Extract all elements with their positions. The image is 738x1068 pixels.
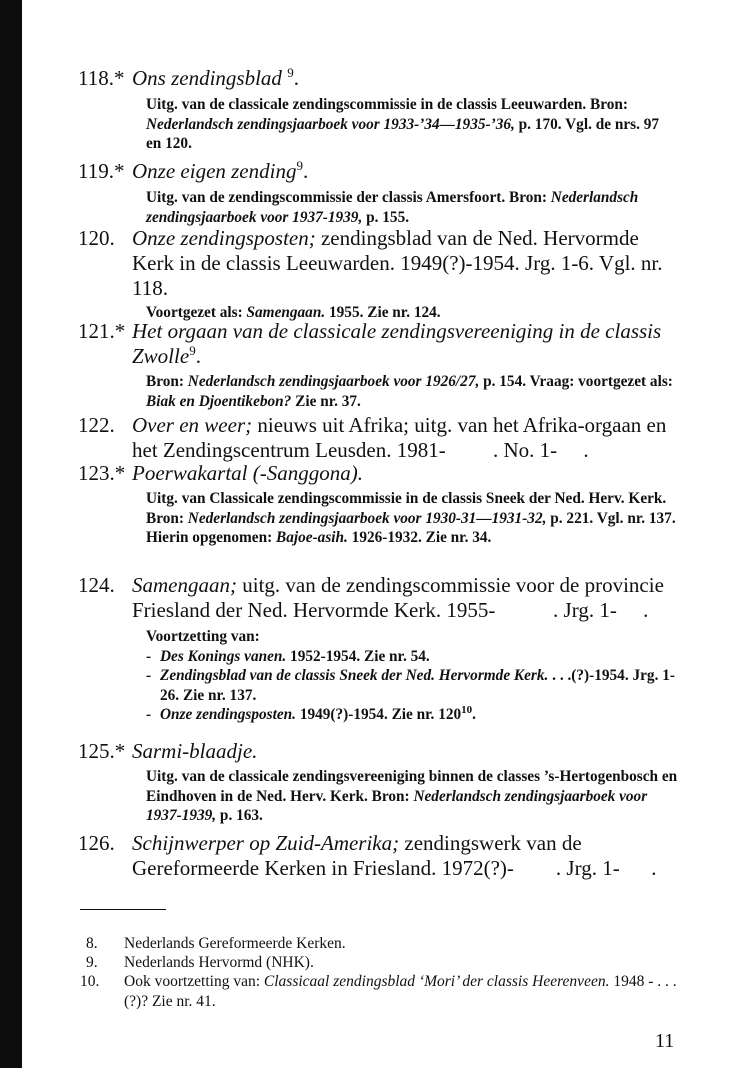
- note-text: Hierin opgenomen:: [146, 529, 277, 546]
- entry-118: [78, 66, 678, 154]
- entry-title: Onze zendingsposten;: [132, 226, 316, 250]
- footnote-ref: 10: [461, 703, 473, 716]
- page-number: 11: [655, 1030, 675, 1052]
- item-title: Des Konings vanen.: [160, 647, 287, 665]
- book-spine-shadow: [0, 0, 22, 1068]
- entry-124: [78, 573, 678, 725]
- entry-title: Sarmi-blaadje.: [132, 739, 258, 763]
- entry-title-line: [132, 413, 678, 463]
- note-source: Nederlandsch zendingsjaarboek voor 1937-1939,: [146, 189, 639, 226]
- entry-note: [146, 767, 678, 826]
- footnote-text: Nederlands Hervormd (NHK).: [124, 954, 314, 971]
- note-text: 1955. Zie nr. 124.: [325, 304, 441, 321]
- punct: .: [293, 66, 299, 90]
- footnote-number: 10.: [80, 973, 100, 990]
- note-text: Uitg. van de classicale zendingsvereeniging binnen de classes ’s-Hertogenbosch en Eindhoven in de Ned. Herv. Kerk. Bron:: [146, 768, 678, 805]
- dash: -: [146, 647, 152, 665]
- note-text: 1926-1932. Zie nr. 34.: [347, 529, 492, 546]
- continuation-list: [146, 627, 678, 725]
- note-text: Voortgezet als:: [146, 304, 247, 321]
- item-text: 1952-1954. Zie nr. 54.: [286, 647, 430, 665]
- dash: -: [146, 706, 152, 723]
- dash: -: [146, 667, 152, 684]
- entry-description: zendingsblad van de Ned. Hervormde Kerk in de classis Leeuwarden. 1949(?)-1954. Jrg. 1-6. Vgl. nr. 118.: [132, 226, 663, 300]
- footnote-text: [124, 972, 680, 1011]
- punct: .: [302, 159, 309, 183]
- entry-number: 121.*: [78, 319, 126, 343]
- footnote-number: 9.: [86, 954, 98, 971]
- note-text: Uitg. van de classicale zendingscommissie in de classis Leeuwarden. Bron:: [146, 96, 628, 113]
- entry-note: [146, 489, 678, 528]
- entry-note-included: [146, 528, 678, 548]
- footnote-ref: 9: [189, 343, 196, 358]
- entry-number: 123.*: [78, 461, 126, 485]
- continuation-label: Voortzetting van:: [146, 628, 260, 645]
- entry-title-line: [132, 739, 678, 764]
- entry-title-line: [132, 461, 678, 486]
- footnote-8: [86, 934, 686, 954]
- list-item: [146, 666, 678, 705]
- footnote-ref: 9: [296, 158, 303, 173]
- entry-title: Samengaan;: [132, 573, 237, 597]
- entry-title: Onze eigen zending: [132, 159, 297, 183]
- entry-title-line: [132, 831, 678, 881]
- item-text: . . .(?)-1954. Jrg. 1-26. Zie nr. 137.: [160, 667, 675, 704]
- footnote-text-part: 1948 - . . .(?)? Zie nr. 41.: [124, 973, 677, 1010]
- entry-note: [146, 372, 678, 411]
- entry-number: 119.*: [78, 159, 125, 183]
- entry-description: zendingswerk van de Gereformeerde Kerken in Friesland. 1972(?)- . Jrg. 1- .: [132, 831, 657, 880]
- entry-title-line: [132, 573, 678, 623]
- entry-title-line: [132, 66, 678, 91]
- punct: .: [472, 706, 476, 723]
- entry-title-line: [132, 159, 678, 184]
- punct: .: [195, 344, 201, 368]
- list-item: [146, 647, 678, 667]
- footnote-ref: 9: [287, 65, 294, 80]
- entry-122: [78, 413, 678, 463]
- entry-title-line: [132, 226, 678, 301]
- note-source: Nederlandsch zendingsjaarboek voor 1937-1939,: [146, 787, 648, 824]
- entry-126: [78, 831, 678, 881]
- note-text: Uitg. van de zendingscommissie der classis Amersfoort. Bron:: [146, 189, 551, 206]
- footnote-9: [86, 953, 686, 973]
- entry-number: 118.*: [78, 66, 125, 90]
- entry-number: 125.*: [78, 739, 126, 763]
- item-text: 1949(?)-1954. Zie nr. 120: [296, 706, 462, 723]
- item-title: Onze zendingsposten.: [160, 706, 296, 723]
- footnote-number: 8.: [86, 935, 98, 952]
- note-source: Nederlandsch zendingsjaarboek voor 1930-31—1931-32,: [187, 509, 547, 527]
- entry-note: [146, 188, 678, 227]
- entry-title: Het orgaan van de classicale zendingsvereeniging in de classis Zwolle: [132, 319, 662, 368]
- item-title: Zendingsblad van de classis Sneek der Ned. Hervormde Kerk.: [160, 667, 549, 684]
- entry-note: [146, 95, 678, 154]
- footnote-divider: [80, 909, 166, 910]
- entry-119: [78, 159, 678, 227]
- entry-title: Schijnwerper op Zuid-Amerika;: [132, 831, 400, 855]
- entry-123: [78, 461, 678, 548]
- note-source: Biak en Djoentikebon?: [146, 392, 292, 410]
- footnote-source: Classicaal zendingsblad ‘Mori’ der classis Heerenveen.: [263, 973, 610, 990]
- note-text: p. 163.: [216, 807, 263, 824]
- footnote-text: Nederlands Gereformeerde Kerken.: [124, 935, 346, 952]
- entry-description: uitg. van de zendingscommissie voor de provincie Friesland der Ned. Hervormde Kerk. 1955- . Jrg. 1- .: [132, 573, 670, 622]
- entry-title: Poerwakartal (-Sanggona).: [132, 461, 363, 485]
- entry-title-line: [132, 319, 678, 369]
- note-text: p. 221. Vgl. nr. 137.: [546, 509, 676, 527]
- entry-121: [78, 319, 678, 411]
- entry-125: [78, 739, 678, 826]
- note-source: Samengaan.: [246, 304, 326, 321]
- entry-number: 126.: [78, 831, 115, 855]
- entry-description: nieuws uit Afrika; uitg. van het Afrika-orgaan en het Zendingscentrum Leusden. 1981- . No. 1- .: [132, 413, 672, 462]
- note-text: Zie nr. 37.: [291, 392, 361, 410]
- list-item: [146, 705, 678, 725]
- note-text: p. 155.: [362, 208, 410, 226]
- entry-title: Ons zendingsblad: [132, 66, 282, 90]
- note-text: p. 154. Vraag: voortgezet als:: [479, 373, 673, 390]
- footnote-text-part: Ook voortzetting van:: [124, 973, 264, 990]
- note-source: Bajoe-asih.: [276, 529, 348, 546]
- entry-120: [78, 226, 678, 323]
- note-text: Uitg. van Classicale zendingscommissie in de classis Sneek der Ned. Herv. Kerk. Bron:: [146, 490, 667, 527]
- entry-number: 122.: [78, 413, 115, 437]
- note-source: Nederlandsch zendingsjaarboek voor 1933-’34—1935-’36,: [146, 115, 515, 133]
- note-source: Nederlandsch zendingsjaarboek voor 1926/27,: [187, 373, 480, 390]
- entry-number: 124.: [78, 573, 115, 597]
- note-text: Bron:: [146, 373, 188, 390]
- footnote-10: [80, 972, 680, 1011]
- note-text: p. 170. Vgl. de nrs. 97 en 120.: [146, 115, 660, 152]
- entry-title: Over en weer;: [132, 413, 253, 437]
- entry-number: 120.: [78, 226, 115, 250]
